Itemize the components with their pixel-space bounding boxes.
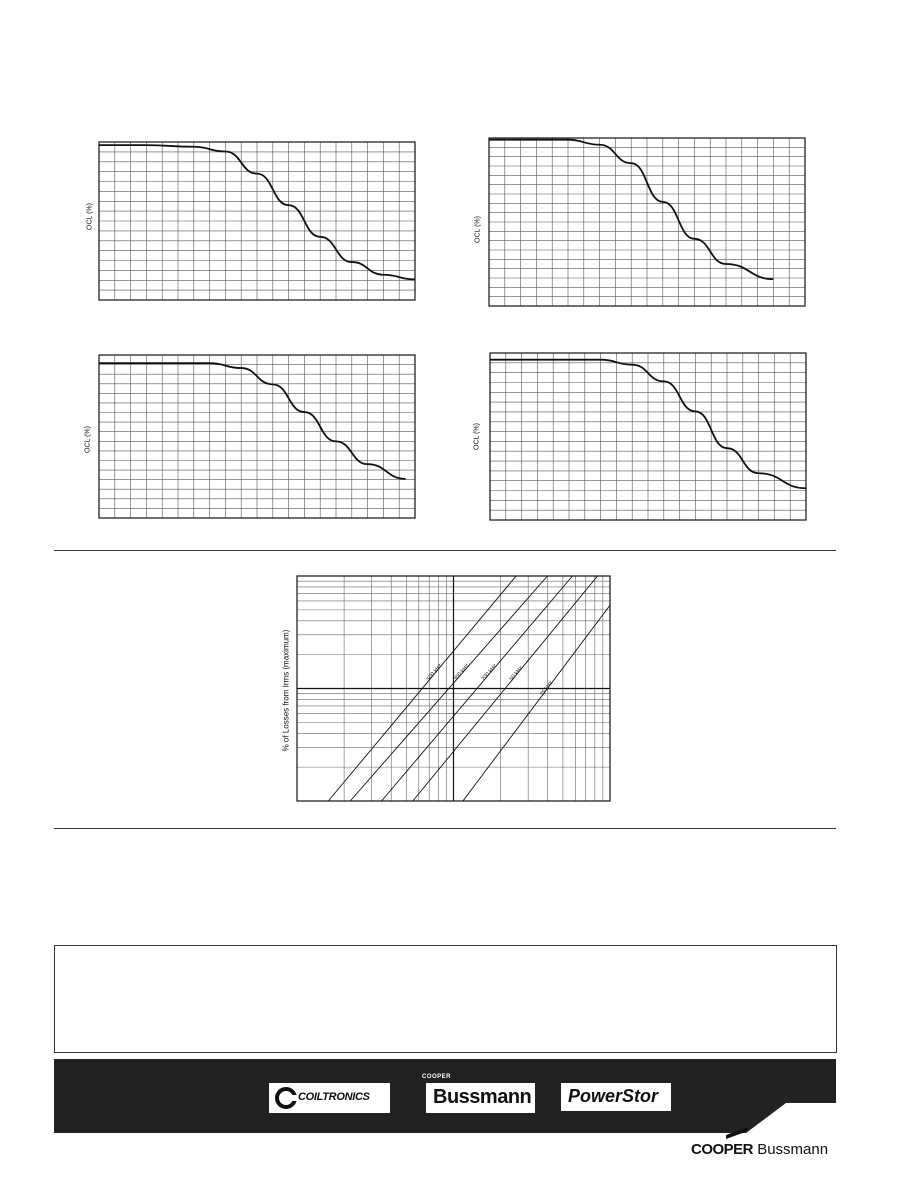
coiltronics-logo — [269, 1083, 390, 1113]
notes-box — [54, 945, 837, 1053]
ocl-chart-bottom-left — [99, 355, 415, 518]
divider-top — [54, 550, 836, 551]
brand-cooper: COOPER — [691, 1141, 754, 1158]
losses-chart-plot — [297, 576, 610, 801]
ocl-curve — [99, 363, 406, 479]
coiltronics-mark-icon — [275, 1087, 297, 1109]
ocl-chart-top-right-ylabel: OCL (%) — [474, 216, 482, 243]
loss-line-label: 50 kHz — [508, 665, 525, 683]
loss-line-label: 200 kHz — [480, 663, 499, 683]
footer-corner-wedge — [746, 1103, 836, 1133]
ocl-chart-bottom-right — [490, 353, 806, 520]
divider-bottom — [54, 828, 836, 829]
ocl-chart-bottom-left-plot — [99, 355, 415, 518]
loss-line-label: 300 kHz — [452, 663, 471, 683]
bussmann-logo-text: Bussmann — [433, 1086, 532, 1108]
footer-bar — [54, 1059, 836, 1133]
powerstor-logo — [561, 1083, 671, 1111]
cooper-small-logo: COOPER — [422, 1074, 452, 1080]
loss-line-label: 25 kHz — [539, 680, 555, 698]
ocl-chart-top-left — [99, 142, 415, 300]
losses-chart-ylabel: % of Losses from Irms (maximum) — [281, 629, 291, 752]
bussmann-logo — [426, 1083, 535, 1113]
ocl-chart-top-left-plot — [99, 142, 415, 300]
cooper-bussmann-brand — [691, 1141, 828, 1158]
ocl-chart-top-left-ylabel: OCL (%) — [86, 203, 94, 230]
ocl-chart-bottom-right-plot — [490, 353, 806, 520]
ocl-chart-bottom-left-ylabel: OCL (%) — [84, 426, 92, 453]
coiltronics-logo-text: COILTRONICS — [298, 1091, 370, 1103]
ocl-chart-bottom-right-ylabel: OCL (%) — [473, 423, 481, 450]
powerstor-logo-text: PowerStor — [568, 1086, 659, 1106]
losses-chart — [297, 576, 610, 801]
cooper-mark-icon — [722, 1125, 752, 1141]
brand-bussmann: Bussmann — [757, 1141, 829, 1158]
ocl-chart-top-right — [489, 138, 805, 306]
ocl-chart-top-right-plot — [489, 138, 805, 306]
loss-line-label: 500 kHz — [425, 662, 444, 683]
